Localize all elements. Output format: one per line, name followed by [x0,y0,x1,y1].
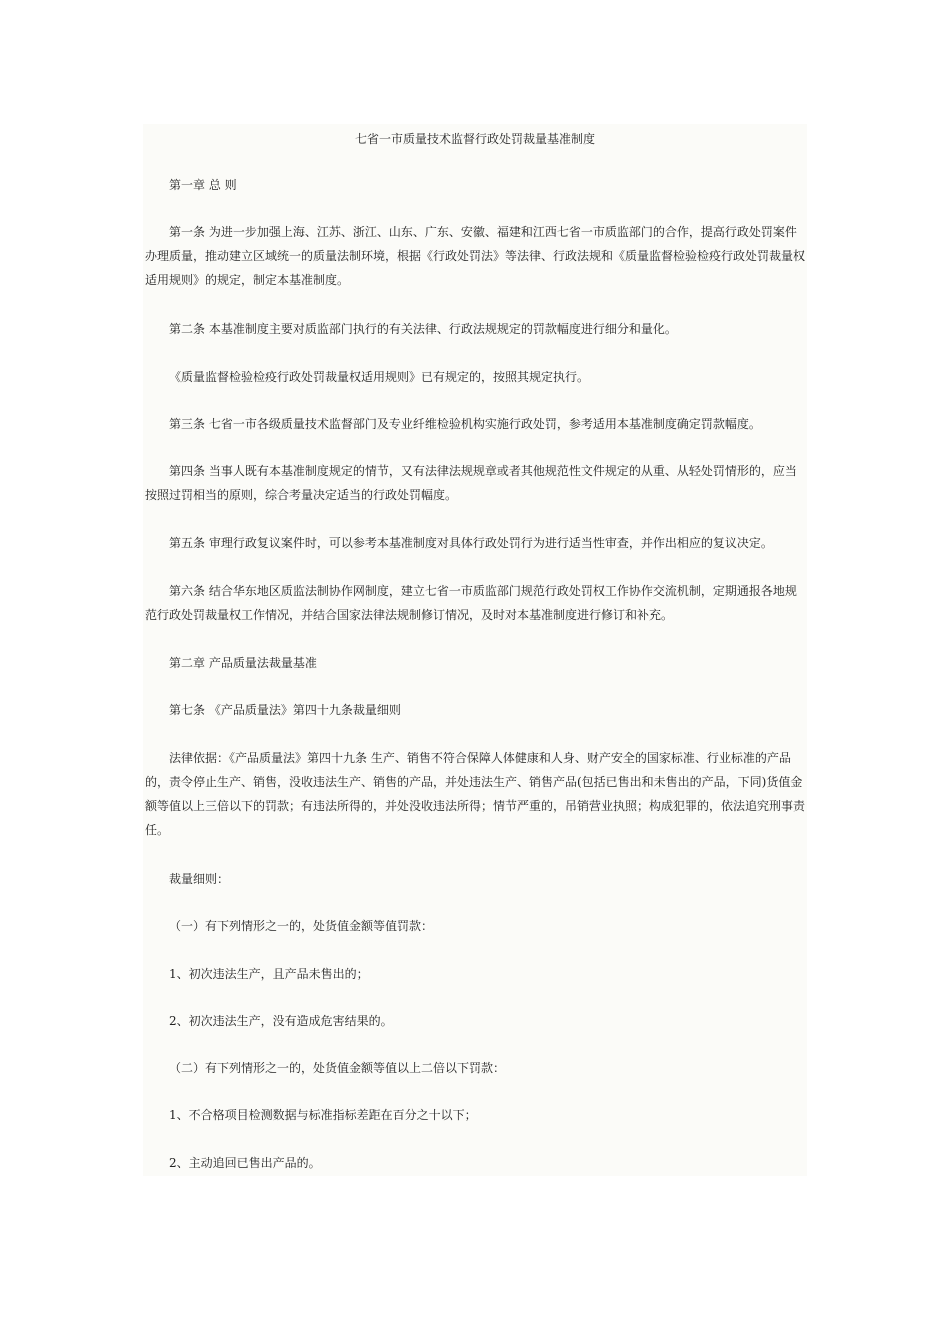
article-1: 第一条 为进一步加强上海、江苏、浙江、山东、广东、安徽、福建和江西七省一市质监部门的合作，提高行政处罚案件 办理质量，推动建立区域统一的质量法制环境，根据《行政处罚法》等法律、行政法规和《质量监督检验检疫行政处罚裁量权 适用规则》的规定，制定本基准制度。 [145,225,806,287]
chapter-1-heading: 第一章 总 则 [169,178,237,192]
article-3: 第三条 七省一市各级质量技术监督部门及专业纤维检验机构实施行政处罚，参考适用本基准制度确定罚款幅度。 [169,417,761,431]
chapter-2-heading: 第二章 产品质量法裁量基准 [169,656,317,670]
section-2-item-1: 1、不合格项目检测数据与标准指标差距在百分之十以下； [169,1108,477,1122]
section-1-item-1: 1、初次违法生产，且产品未售出的； [169,967,369,981]
article-2: 第二条 本基准制度主要对质监部门执行的有关法律、行政法规规定的罚款幅度进行细分和量化。 [169,322,677,336]
legal-basis: 法律依据：《产品质量法》第四十九条 生产、销售不符合保障人体健康和人身、财产安全的国家标准、行业标准的产品 的，责令停止生产、销售，没收违法生产、销售的产品，并处违法生产、销售产品(包括已售出和未售出的产品，下同)货值金 额等值以上三倍以下的罚款；有违法所得的，并处没收违法所得；情节严重的，吊销营业执照；构成犯罪的，依法追究刑事责 任。 [145,751,806,837]
article-5: 第五条 审理行政复议案件时，可以参考本基准制度对具体行政处罚行为进行适当性审查，并作出相应的复议决定。 [169,536,773,550]
article-6: 第六条 结合华东地区质监法制协作网制度，建立七省一市质监部门规范行政处罚权工作协作交流机制，定期通报各地规 范行政处罚裁量权工作情况，并结合国家法律法规制修订情况，及时对本基准制度进行修订和补充。 [145,584,797,622]
section-2-heading: （二）有下列情形之一的，处货值金额等值以上二倍以下罚款： [169,1061,506,1075]
article-7: 第七条 《产品质量法》第四十九条裁量细则 [169,703,401,717]
section-1-item-2: 2、初次违法生产，没有造成危害结果的。 [169,1014,393,1028]
section-2-item-2: 2、主动追回已售出产品的。 [169,1156,321,1170]
document-title: 七省一市质量技术监督行政处罚裁量基准制度 [354,132,595,146]
rules-heading: 裁量细则： [169,872,230,886]
section-1-heading: （一）有下列情形之一的，处货值金额等值罚款： [169,919,434,933]
article-2-note: 《质量监督检验检疫行政处罚裁量权适用规则》已有规定的，按照其规定执行。 [169,370,590,384]
article-4: 第四条 当事人既有本基准制度规定的情节，又有法律法规规章或者其他规范性文件规定的从重、从轻处罚情形的，应当 按照过罚相当的原则，综合考量决定适当的行政处罚幅度。 [145,464,797,502]
